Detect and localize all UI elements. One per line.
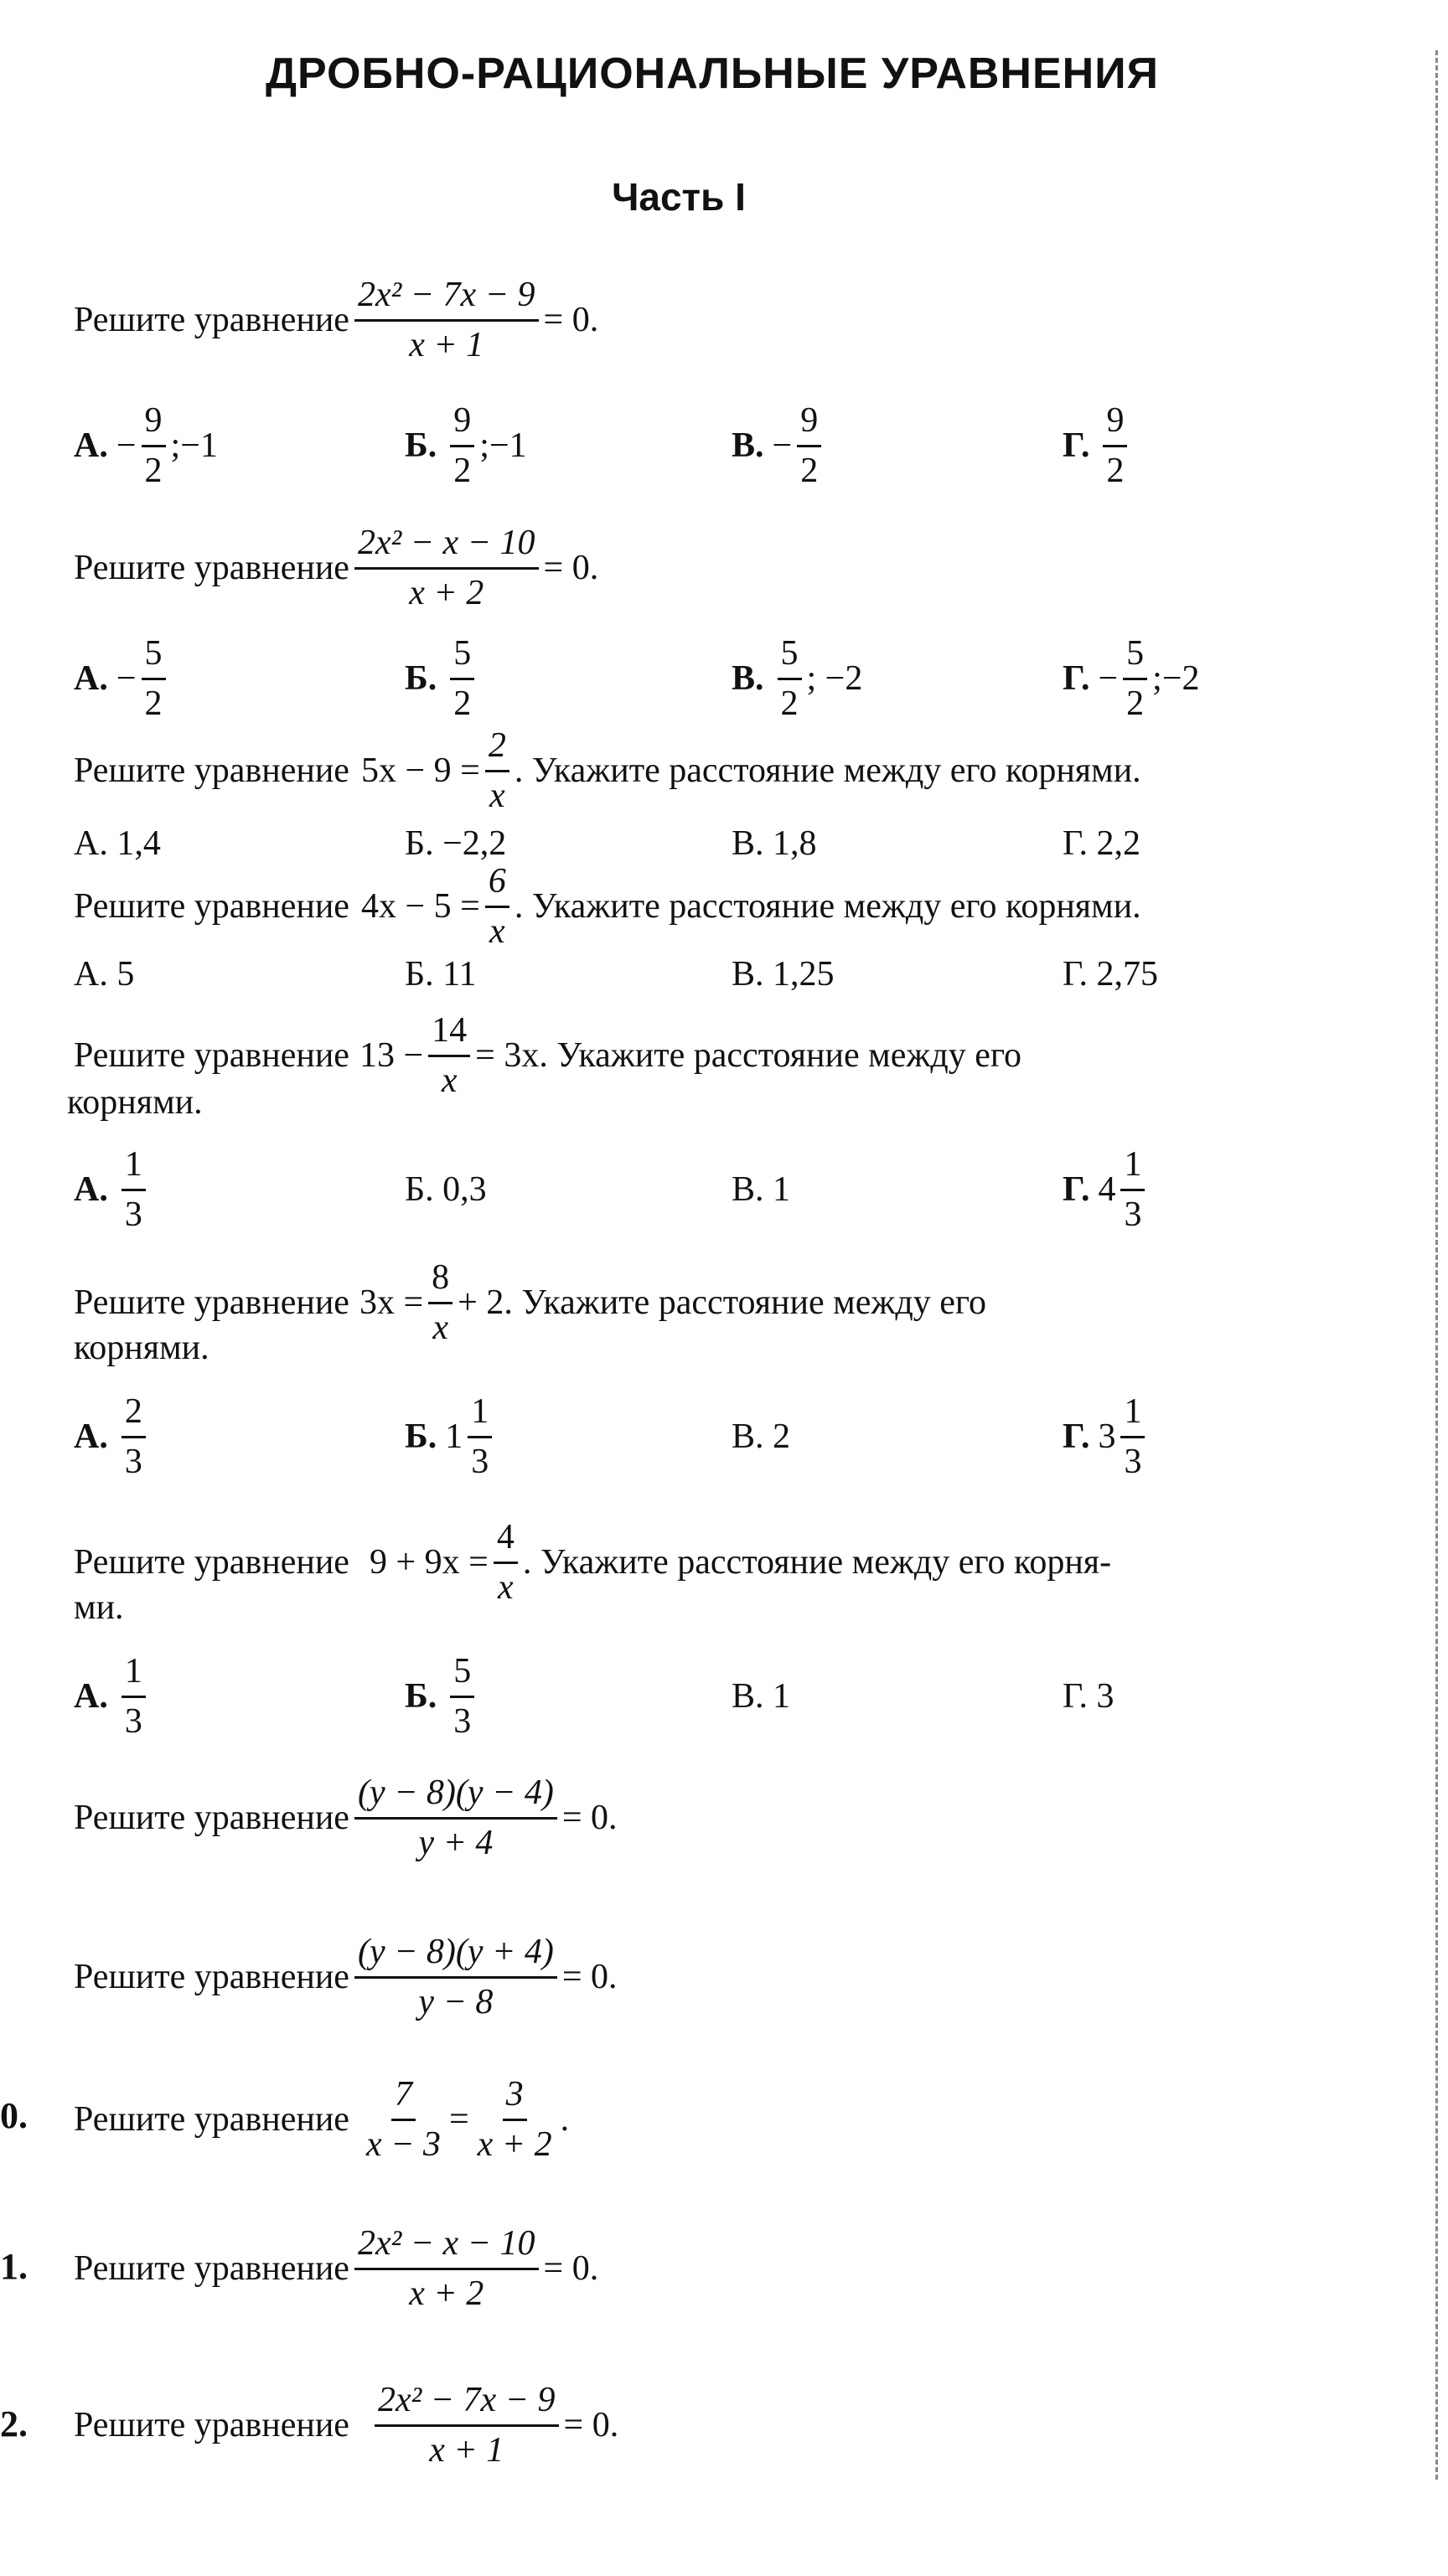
rhs: = 0. (563, 2406, 619, 2444)
option-b[interactable] (405, 1378, 497, 1495)
options-4 (74, 945, 1414, 1004)
question-text: Решите уравнение (74, 887, 349, 926)
rhs: = 0. (543, 2249, 599, 2288)
option-letter: А. (74, 1677, 108, 1716)
part-heading: Часть I (612, 175, 746, 219)
denominator: x + 1 (429, 2430, 504, 2470)
option-letter: Г. (1063, 426, 1090, 465)
cut-line (1435, 50, 1438, 2480)
sign: − (116, 426, 137, 465)
question-4 (74, 856, 1141, 957)
question-7-line2: ми. (74, 1588, 124, 1627)
option-b[interactable]: Б. −2,2 (405, 824, 507, 863)
option-letter: А. (74, 1170, 108, 1209)
option-c[interactable]: В. 1,25 (732, 955, 835, 994)
rhs: = 0. (561, 1958, 618, 1996)
denominator: 3 (453, 1701, 472, 1741)
question-12 (74, 2367, 618, 2484)
denominator: 3 (1124, 1442, 1142, 1481)
question-text: Решите уравнение (74, 2406, 349, 2444)
numerator: 2x² − 7x − 9 (354, 276, 539, 321)
option-d[interactable]: Г. 2,75 (1063, 955, 1159, 994)
numerator: 2x² − x − 10 (354, 2225, 539, 2269)
question-11 (74, 2210, 598, 2327)
fraction (1103, 402, 1127, 488)
question-text: Решите уравнение (74, 1958, 349, 1996)
question-10 (74, 2061, 569, 2178)
denominator: 2 (780, 684, 799, 723)
equation-left: 5x − 9 = (360, 751, 480, 790)
denominator: 2 (1106, 451, 1125, 490)
denominator: x + 2 (477, 2124, 552, 2164)
numerator: 6 (485, 863, 509, 907)
denominator: 2 (144, 451, 163, 490)
fraction (797, 402, 821, 488)
options-6 (74, 1378, 1414, 1495)
denominator: 3 (124, 1195, 142, 1234)
question-9 (74, 1918, 618, 2036)
option-c[interactable]: В. 2 (732, 1417, 791, 1456)
option-letter: Б. (405, 426, 437, 465)
question-tail: . Укажите расстояние между его корня- (522, 1543, 1112, 1582)
option-d[interactable] (1063, 1131, 1150, 1248)
fraction (122, 1393, 146, 1479)
option-a[interactable] (74, 387, 218, 504)
numerator: 9 (797, 402, 821, 447)
fraction (494, 1519, 518, 1605)
suffix: ; −2 (806, 659, 863, 698)
suffix: ;−2 (1152, 659, 1200, 698)
rhs: = 0. (543, 301, 599, 339)
equation-left: 13 − (359, 1036, 424, 1075)
question-number: 0. (0, 2095, 28, 2136)
numerator: 1 (1120, 1393, 1145, 1438)
denominator: 3 (124, 1701, 142, 1741)
rhs: = 0. (543, 549, 599, 587)
fraction (1120, 1393, 1145, 1479)
fraction (468, 1393, 492, 1479)
question-text: Решите уравнение (74, 549, 349, 587)
whole-part: 3 (1098, 1417, 1116, 1456)
option-c[interactable]: В. 1 (732, 1677, 791, 1716)
fraction (363, 2076, 444, 2162)
question-number: 2. (0, 2403, 28, 2444)
denominator: y + 4 (418, 1823, 494, 1862)
fraction (354, 276, 539, 363)
numerator: 2 (485, 727, 509, 772)
question-6-line2: корнями. (74, 1329, 209, 1367)
numerator: 1 (122, 1146, 146, 1190)
fraction (428, 1259, 452, 1345)
numerator: 9 (142, 402, 166, 447)
option-letter: Б. (405, 1677, 437, 1716)
question-text: Решите уравнение (74, 2100, 349, 2139)
option-d[interactable] (1063, 620, 1200, 737)
whole-part: 4 (1098, 1170, 1116, 1209)
denominator: x − 3 (365, 2124, 441, 2164)
sign: − (772, 426, 793, 465)
fraction (375, 2382, 559, 2468)
numerator: (y − 8)(y − 4) (354, 1774, 557, 1819)
option-letter: А. (74, 659, 108, 698)
fraction (142, 402, 166, 488)
denominator: 2 (1126, 684, 1145, 723)
suffix: ;−1 (479, 426, 527, 465)
question-5-line2: корнями. (67, 1083, 203, 1122)
denominator: 2 (453, 684, 472, 723)
denominator: 2 (453, 451, 472, 490)
option-a[interactable] (74, 1378, 151, 1495)
options-5 (74, 1131, 1414, 1248)
page-title: ДРОБНО-РАЦИОНАЛЬНЫЕ УРАВНЕНИЯ (266, 49, 1159, 98)
denominator: x (489, 911, 505, 951)
numerator: 9 (1103, 402, 1127, 447)
option-letter: В. (732, 659, 764, 698)
equation-left: 4x − 5 = (360, 887, 480, 926)
denominator: 2 (800, 451, 819, 490)
option-c[interactable] (732, 620, 862, 737)
denominator: x (498, 1567, 514, 1607)
denominator: x (432, 1308, 448, 1347)
option-a[interactable] (74, 620, 171, 737)
denominator: 3 (471, 1442, 489, 1481)
numerator: 7 (391, 2076, 416, 2120)
fraction (122, 1653, 146, 1739)
denominator: 3 (1124, 1195, 1142, 1234)
option-d[interactable] (1063, 387, 1132, 504)
question-text: Решите уравнение (74, 751, 349, 790)
option-letter: Б. (405, 659, 437, 698)
option-letter: Б. (405, 1417, 437, 1456)
numerator: 1 (122, 1653, 146, 1697)
numerator: 9 (450, 402, 474, 447)
fraction (354, 2225, 539, 2311)
question-text: Решите уравнение (74, 2249, 349, 2288)
option-a[interactable]: А. 5 (74, 955, 135, 994)
fraction (142, 635, 166, 721)
period: . (560, 2100, 570, 2139)
sign: − (1098, 659, 1119, 698)
fraction (354, 1774, 557, 1861)
option-b[interactable] (405, 1638, 479, 1755)
question-tail: . Укажите расстояние между его корнями. (514, 751, 1141, 790)
fraction (1120, 1146, 1145, 1232)
option-d[interactable]: Г. 3 (1063, 1677, 1114, 1716)
question-text: Решите уравнение (74, 1283, 349, 1322)
fraction (122, 1146, 146, 1232)
equation-left: 3x = (359, 1283, 424, 1322)
option-letter: Г. (1063, 1417, 1090, 1456)
fraction (778, 635, 802, 721)
option-d[interactable] (1063, 1378, 1150, 1495)
denominator: 3 (124, 1442, 142, 1481)
option-a[interactable] (74, 1131, 151, 1248)
option-c[interactable]: В. 1,8 (732, 824, 817, 863)
question-text: Решите уравнение (74, 1036, 349, 1075)
option-a[interactable]: А. 1,4 (74, 824, 161, 863)
option-c[interactable]: В. 1 (732, 1170, 791, 1209)
fraction (474, 2076, 556, 2162)
numerator: 5 (142, 635, 166, 679)
numerator: 4 (494, 1519, 518, 1563)
option-c[interactable] (732, 387, 826, 504)
sign: − (116, 659, 137, 698)
numerator: 2x² − x − 10 (354, 524, 539, 569)
question-tail: = 3x. Укажите расстояние между его (475, 1036, 1022, 1075)
option-letter: А. (74, 426, 108, 465)
option-b[interactable]: Б. 0,3 (405, 1170, 487, 1209)
options-2 (74, 620, 1414, 737)
question-3 (74, 720, 1141, 821)
question-7 (74, 1508, 1111, 1617)
numerator: 5 (450, 635, 474, 679)
question-tail: . Укажите расстояние между его корнями. (514, 887, 1141, 926)
fraction (450, 1653, 474, 1739)
numerator: (y − 8)(y + 4) (354, 1933, 557, 1978)
numerator: 2 (122, 1393, 146, 1438)
numerator: 3 (503, 2076, 527, 2120)
question-1 (74, 261, 598, 379)
option-letter: В. (732, 426, 764, 465)
denominator: x + 1 (409, 325, 484, 364)
option-b[interactable]: Б. 11 (405, 955, 477, 994)
whole-part: 1 (445, 1417, 463, 1456)
numerator: 5 (778, 635, 802, 679)
numerator: 1 (1120, 1146, 1145, 1190)
option-letter: Г. (1063, 1170, 1090, 1209)
question-5 (74, 1001, 1021, 1110)
fraction (354, 1933, 557, 2020)
question-tail: + 2. Укажите расстояние между его (458, 1283, 987, 1322)
denominator: y − 8 (418, 1982, 494, 2021)
question-text: Решите уравнение (74, 1799, 349, 1837)
denominator: x (489, 776, 505, 815)
fraction (485, 727, 509, 813)
denominator: x + 2 (409, 2274, 484, 2313)
numerator: 8 (428, 1259, 452, 1303)
fraction (450, 402, 474, 488)
fraction (428, 1012, 470, 1098)
denominator: x (441, 1061, 458, 1100)
fraction (450, 635, 474, 721)
options-7 (74, 1638, 1414, 1755)
equals-sign: = (448, 2100, 469, 2139)
numerator: 5 (450, 1653, 474, 1697)
equation-left: 9 + 9x = (369, 1543, 489, 1582)
suffix: ;−1 (170, 426, 218, 465)
question-text: Решите уравнение (74, 301, 349, 339)
fraction (354, 524, 539, 611)
denominator: x + 2 (409, 573, 484, 612)
option-a[interactable] (74, 1638, 151, 1755)
fraction (485, 863, 509, 949)
numerator: 1 (468, 1393, 492, 1438)
fraction (1123, 635, 1147, 721)
question-text: Решите уравнение (74, 1543, 349, 1582)
question-2 (74, 509, 598, 627)
option-d[interactable]: Г. 2,2 (1063, 824, 1141, 863)
numerator: 5 (1123, 635, 1147, 679)
option-b[interactable] (405, 387, 527, 504)
question-number: 1. (0, 2246, 28, 2287)
options-1 (74, 387, 1414, 504)
question-6 (74, 1248, 986, 1357)
numerator: 2x² − 7x − 9 (375, 2382, 559, 2426)
rhs: = 0. (561, 1799, 618, 1837)
question-8 (74, 1759, 618, 1877)
denominator: 2 (144, 684, 163, 723)
numerator: 14 (428, 1012, 470, 1056)
option-b[interactable] (405, 620, 479, 737)
option-letter: Г. (1063, 659, 1090, 698)
option-letter: А. (74, 1417, 108, 1456)
